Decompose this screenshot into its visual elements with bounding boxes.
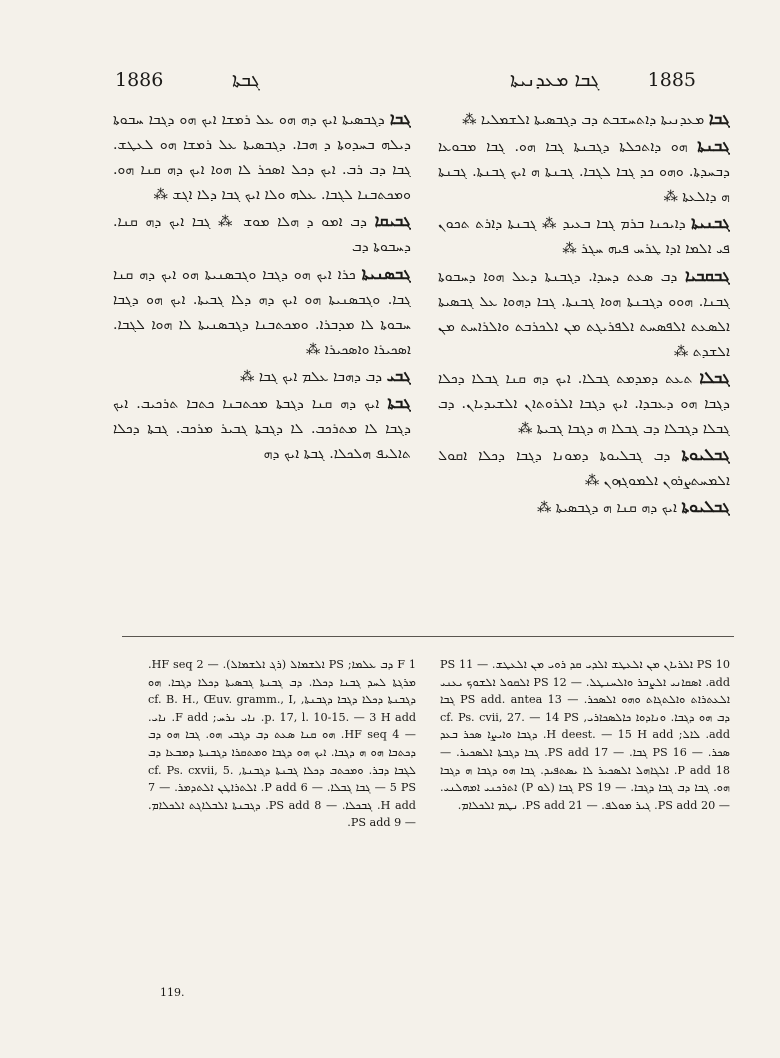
dictionary-entry bbox=[113, 106, 411, 208]
dictionary-entry bbox=[438, 210, 730, 262]
entry-headword: ܓܒܩܒܝܐ bbox=[684, 265, 730, 285]
entry-headword: ܓܒܝ bbox=[386, 365, 411, 385]
page-number-left: 1886 bbox=[115, 69, 164, 91]
entry-text: ܕܓܒܣܝܬܐ ܐܝܟ ܕܗ ܗܘ ܥܠ ܪܡܫܐ ܐܝܟ ܗܘ ܕܓܒܐ ܚܒܘܬܐ ܕܝܠܗ ܒܚܕܘܬܐ ܕ ܗܒܐ. ܕܓܒܣܝܬܐ ܥܠ ܪܡܫܐ ܗܘ ܠܥܛܫ. ܓܒܐ ܕܒ ܪܒ. ܐܝܟ ܕܟܠ ܐܣܟܪ ܠܐ ܗܘܐ ܐܝܟ ܕܗ ܩܢܐ ܗܘ. ܘܡܟܬܒܢܐ ܠܓܒܐ. ܥܠܗ ܘܠܐ ܐܝܟ ܓܒܐ ܕܠܐ ܐܓܫ ⁂ bbox=[113, 112, 411, 204]
entry-text: ܕܒ ܐܡܘ ܕ ܗܠܐ ܡܘܫ ⁂ ܓܒܐ ܐܝܟ ܕܗ ܩܢܐ. ܕܚܒܘܬܐ ܕܒ bbox=[113, 214, 411, 256]
entry-text: ܗܘ ܕܐܬܟܠܬܐ ܕܓܒܢܬܐ ܓܒܐ ܗܘ. ܓܒܐ ܡܒܘܥܐ ܕܒܚܕܬܐ. ܘܗܘ ܟܕ ܓܒܐ ܠܓܒܐ. ܓܒܢܬܐ ܗ ܐܝܟ ܓܒܢܬܐ. ܓܒܢܬܐ ܗ ܕܐܠܥܬܐ ⁂ bbox=[438, 139, 730, 206]
left-column bbox=[113, 106, 411, 626]
entry-text: ܡܥܕܢܝܬܐ ܕܐܬܚܫܒܬ ܕܒ ܕܓܒܣܝܬܐ ܐܠܫܡܠܝܐ ⁂ bbox=[462, 112, 705, 128]
running-headword-right: ܓܒܐ ܡܥܕܢܝܬܐ bbox=[510, 69, 600, 91]
entry-text: ܬܥܬ ܕܡܕܡܬ ܓܒܠܐ. ܐܝܟ ܕܗ ܩܢܐ ܓܒܠܐ ܕܟܠܐ ܕܓܒܐ ܗܘ ܕܥܒܕܐ. ܐܝܟ ܕܓܒܐ ܐܠܪܘܬܐܢ ܐܠܫܝܕܝܐܢ. ܕܒ ܓܒܠܐ ܕܓܒܠܐ ܕܒ ܓܒܠܐ ܗ ܕܓܒܐ ܓܒܝܬܐ ⁂ bbox=[438, 370, 730, 438]
dictionary-entry bbox=[438, 133, 730, 210]
running-headword-left: ܓܒܬܐ bbox=[232, 69, 261, 91]
entry-headword: ܓܒܠܝܘܬܐ bbox=[681, 445, 730, 465]
signature-mark: 119. bbox=[160, 986, 185, 999]
entry-headword: ܓܒܣܢܝܬܐ bbox=[361, 263, 411, 283]
entry-text: ܕܒ ܓܒܠܝܘܬܐ ܕܡܘܢܐ ܕܓܒܐ ܕܟܠܐ ܐܩܘܠ ܐܠܡܚܬܨܪܘܢ ܐܠܡܘܓܙܘܢ ⁂ bbox=[438, 448, 730, 490]
entry-headword: ܓܒܠܐ bbox=[699, 367, 730, 387]
right-column bbox=[438, 106, 730, 626]
entry-headword: ܓܒܠܝܘܬܐ bbox=[681, 497, 730, 517]
entry-text: ܐܝܟ ܕܗ ܩܢܐ ܗ ܕܓܒܣܝܬܐ ⁂ bbox=[537, 500, 677, 517]
page-number-right: 1885 bbox=[647, 69, 696, 91]
entry-headword: ܓܒܐ bbox=[708, 109, 730, 128]
entry-text: ܐܝܟ ܕܗ ܩܢܐ ܕܓܒܬܐ ܡܟܬܒܢܐ ܟܬܒܐ ܬܪܟܝܒ. ܐܝܟ ܕܓܒܐ ܠܐ ܡܬܪܟܒ. ܠܐ ܕܓܒܬܐ ܓܒܝܪ ܡܪܟܒ. ܓܒܬܐ ܕܟܠܐ ܬܐܠܝܦ ܗܠܟܠܐ. ܓܒܬܐ ܐܝܟ ܕܗ bbox=[113, 396, 411, 463]
dictionary-entry bbox=[438, 442, 730, 494]
entry-text: ܟܪܐ ܐܝܟ ܗܘ ܕܓܒܐ ܘܓܒܣܢܝܬܐ ܗܘ ܐܝܟ ܕܗ ܩܢܐ ܓܒܐ. ܘܓܒܣܢܝܬܐ ܗܘ ܐܝܟ ܕܗ ܕܠܐ ܓܒܝܬܐ. ܐܝܟ ܗܘ ܕܓܒܐ ܚܒܘܬܐ ܠܐ ܡܕܒܪܐ. ܘܡܟܬܒܢܐ ܕܓܒܣܢܝܬܐ ܠܐ ܗܘܐ ܠܓܒܐ. ܐܣܟܝܪܐ ܘܐܣܟܝܪܐ ⁂ bbox=[113, 266, 411, 358]
footnotes-right: 10 PS ܐܠܪܝܐܢ ܡܢ ܐܠܥܛܫ ܐܠܕܝ ܩܕ ܪܘܝ ܡܢ ܐܠܥܛܫ. — 11 PS add. ܐܣܩܐܢܝ ܐܠܨܒܪ ܘܐܠܚܢܛܠ. — 12 PS ܐܠܩܘܠ ܐܠܫܘܟ ܝܥܢܝ ܐܠܥܬܪܐܬ ܘܐܠܬܓܐܬ ܘܗܘ ܐܠܣܟܪ. — 13 PS add. antea ܓܒܐ ܕܒ ܗܘ ܕܓܒܐ. ܘܢܐܕܘܐ ܟܐܠܣܟܐܪܝ, cf. Ps. cvii, 27. — 14 PS add. ܠܐܠ; H deest. — 15 H add. ܕܓܒܐ ܘܐܝܨܐ ܣܟܪ ܒܥܕ ܣܟܪ. — 16 PS ܓܒܐ. — 17 PS add. ܓܒܐ ܕܓܒܬܐ ܐܠܣܟܝܪ. — 18 P add. ܐܠܓܐܗܠ ܐܠܣܟܝܪ ܠܐ ܝܣܬܦܝܕ. ܓܒܐ ܗܘ ܕܓܒܐ ܗ ܕܓܒܐ ܗܘ. ܓܒܐ ܕܒ ܓܒܐ ܕܓܒܐ. — 19 PS ܓܒܐ (ܠܘ P) ܐܬܪܟܢܝ ܐܡܗܠܢܝ. — 20 PS add. ܓܝܪ ܡܘܠܦ. — 21 PS add. ܢܛܡ ܐܠܟܠܐܡ. bbox=[440, 658, 730, 812]
dictionary-entry bbox=[438, 494, 730, 521]
entry-headword: ܓܒܐ bbox=[389, 109, 411, 128]
footnote-divider bbox=[122, 636, 734, 637]
entry-headword: ܓܒܬܐ bbox=[387, 393, 411, 413]
dictionary-entry bbox=[113, 390, 411, 467]
dictionary-entry bbox=[438, 365, 730, 442]
footnotes-left: 1 F ܕܒ ܥܠܡܐ; PS ܐܠܫܡܐܠ (ܪܓ ܐܠܫܡܐܠ). — 2 HF seq. ܡܪܓܬܐ ܠܚܕ ܓܒܢܐ ܕܟܠܐ. ܕܒ ܓܒܢܬܐ ܓܒܣܝܬܐ ܕܟܠܐ ܕܓܒܐ. ܗܘ ܕܓܒܢܬܐ ܕܟܠܐ ܕܓܒܐ ܕܓܒܢܬܐ, cf. B. H., Œuv. gramm., I, p. 17, l. 10-15. — 3 H add. ܢܐܝ ܢܪܚ; F add. ܢܐܝ. — 4 HF seq. ܗܘ ܩܢܐ ܣܥܬ ܕܒ ܕܓܒܝ ܗܘ. ܓܒܐ ܗܘ ܕܒ ܕܟܬܒܐ ܗܘ ܗ ܕܓܒܐ. ܐܝܟ ܗܘ ܕܓܒܐ ܘܡܬܩܪܐ ܕܓܒܢܬܐ ܕܡܒܥܐ ܕܒ ܠܓܒܐ ܕܒܪ. ܘܡܟܬܒ ܕܟܠܐ ܓܒܢܬܐ ܕܓܒܢܬܐ, cf. Ps. cxvii, 5. — 5 PS ܓܒܐ ܓܒܠܐ. — 6 P add. ܐܠܬܪܐܛܢ ܐܠܬܕܡܪ. — 7 H add. ܓܒܟܠܐ. — 8 PS add. ܕܓܒܢܬܐ ܐܠܒܠܐܓܬ ܐܠܟܠܐܡ. — 9 PS add. bbox=[148, 658, 416, 830]
entry-text: ܕܐܝܟܢܐ ܒܪܡ ܓܒܐ ܒܥܝܕ ⁂ ܓܒܢܬܐ ܕܐܪܬ ܬܟܘܢ ܦܝ ܐܠܡܐ ܐܕܐ ܛܪܚ ܦܝܗ ܚܓܪ ⁂ bbox=[438, 216, 730, 258]
dictionary-entry bbox=[113, 363, 411, 390]
entry-headword: ܓܒܢܬܐ bbox=[697, 136, 730, 156]
dictionary-entry bbox=[113, 261, 411, 363]
dictionary-entry bbox=[438, 106, 730, 133]
dictionary-entry bbox=[113, 208, 411, 260]
dictionary-entry bbox=[438, 263, 730, 365]
entry-text: ܕܒ ܕܗܒܐ ܥܠܡ ܐܝܟ ܓܒܐ ⁂ bbox=[240, 368, 383, 385]
entry-headword: ܓܒܢܝܬܐ bbox=[691, 213, 730, 233]
entry-text: ܕܒ ܣܥܬ ܕܚܕܐ. ܕܓܒܢܬܐ ܕܥܠ ܗܘܐ ܕܚܒܘܬܐ ܓܒܢܐ. ܗܘܘ ܕܓܒܢܬܐ ܗܘܐ ܓܒܢܬܐ. ܓܒܐ ܕܗܘܐ ܥܠ ܓܒܣܝܬܐ ܐܠܣܥܬ ܐܠܦܣܚܬ ܐܠܦܪܝܓܬ ܡܢ ܐܠܟܪܒܬ ܘܐܠܪܐܚܬ ܡܢ ܐܠܫܕܬ ⁂ bbox=[438, 268, 730, 360]
entry-headword: ܓܒܝܩܐ bbox=[374, 211, 411, 231]
